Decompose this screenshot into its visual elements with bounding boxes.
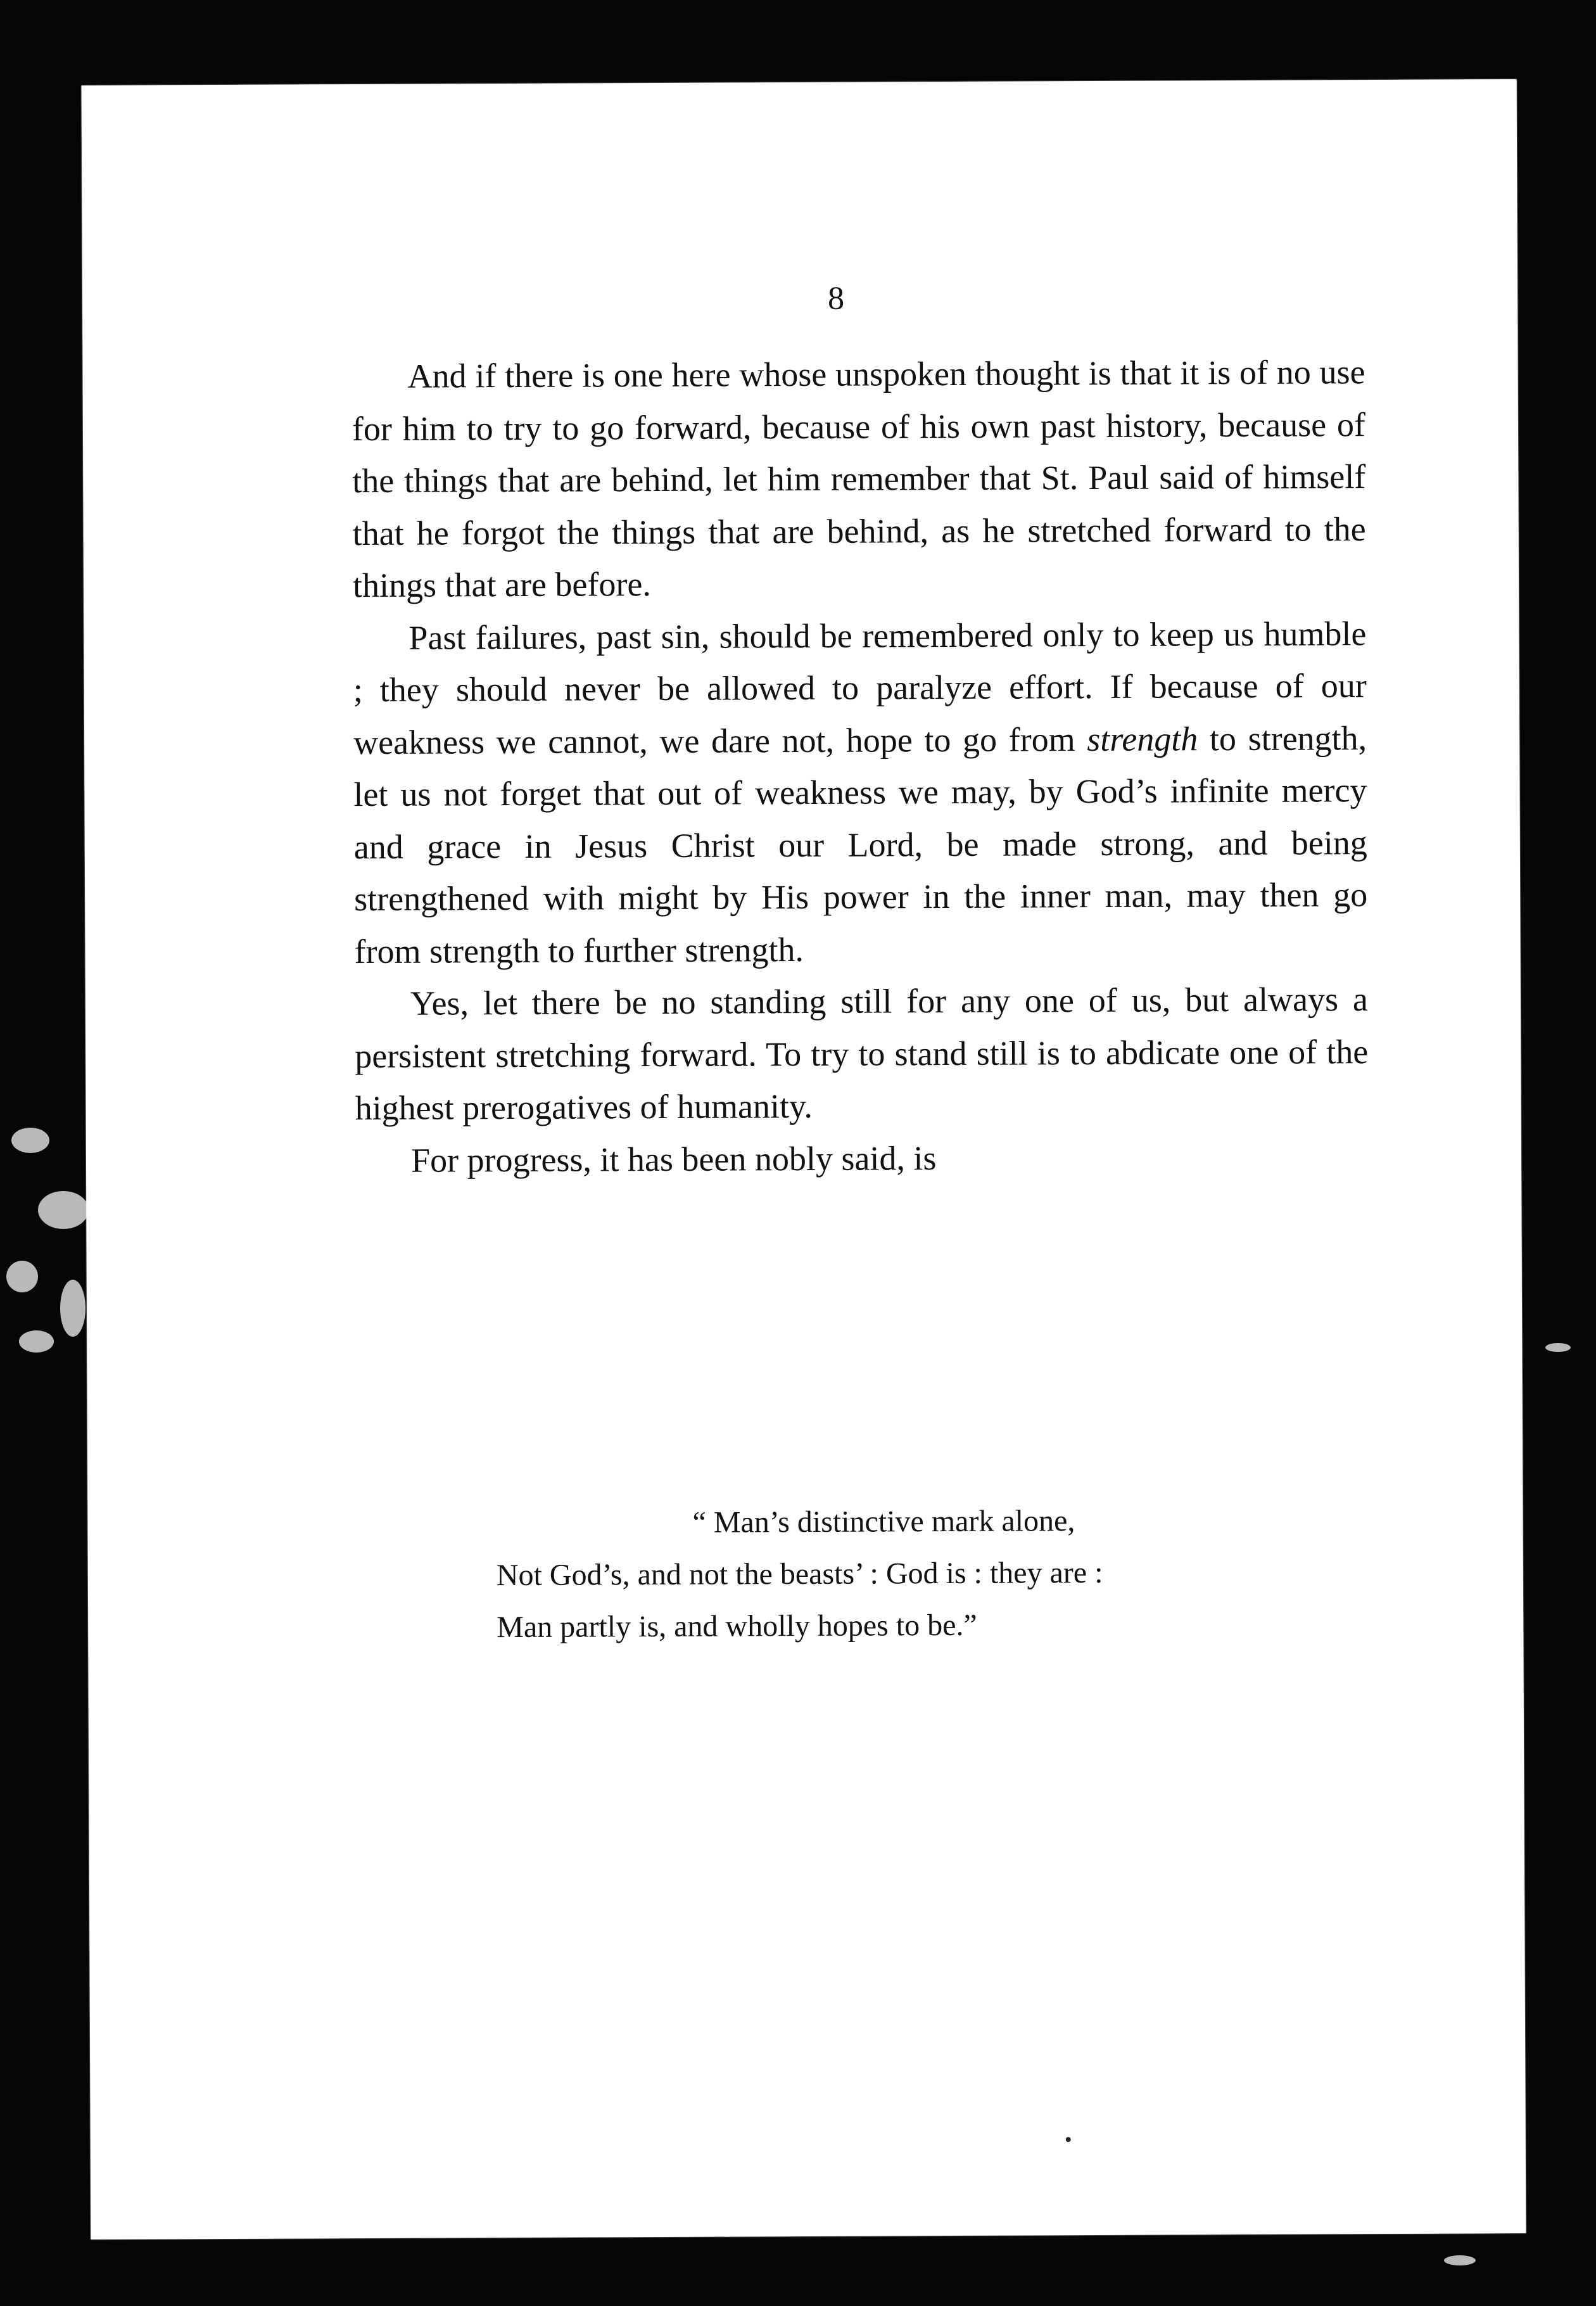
verse-quote [496, 1494, 1383, 1653]
page-number: 8 [827, 280, 845, 317]
ink-dot [1066, 2137, 1071, 2142]
scan-speck [1444, 2255, 1476, 2265]
verse-line-3: Man partly is, and wholly hopes to be.” [497, 1608, 977, 1645]
paragraph-1: And if there is one here whose unspoken thought is that it is of no use for him to try to go forward, because of his own past history, because of the things that are behind, let him remember that St. Paul said of himself that he forgot the things that are behind, as he stretched forward to the things that are before. [352, 353, 1366, 605]
emphasized-word: strength [1087, 719, 1198, 758]
paragraph-3: Yes, let there be no standing still for any one of us, but always a persistent stretching forward. To try to stand still is to abdicate one of the highest prerogatives of humanity. [355, 980, 1369, 1128]
scan-speck [19, 1330, 54, 1353]
paragraph-4: For progress, it has been nobly said, is [410, 1138, 937, 1180]
verse-line-1: “ Man’s distinctive mark alone, [692, 1504, 1075, 1539]
paragraph-2-start: Past failures, past sin, should be remembered only to keep us humble ; they should never be allowed to paralyze effort. If because of our weakness we cannot, we dare not, hope to go from [353, 614, 1367, 761]
scan-speck [11, 1128, 49, 1153]
document-page [82, 79, 1526, 2239]
body-text [352, 346, 1369, 1187]
scan-speck [6, 1261, 38, 1292]
scan-speck [38, 1191, 89, 1229]
scan-speck [1545, 1343, 1571, 1352]
paragraph-2 [353, 608, 1368, 978]
scan-speck [60, 1280, 86, 1337]
paragraph-2-end: to strength, let us not forget that out of weakness we may, by God’s infinite mercy and grace in Jesus Christ our Lord, be made strong, and being strengthened with might by His power in the inner man, may then go from strength to further strength. [353, 718, 1368, 971]
verse-line-2: Not God’s, and not the beasts’ : God is : they are : [496, 1555, 1103, 1593]
